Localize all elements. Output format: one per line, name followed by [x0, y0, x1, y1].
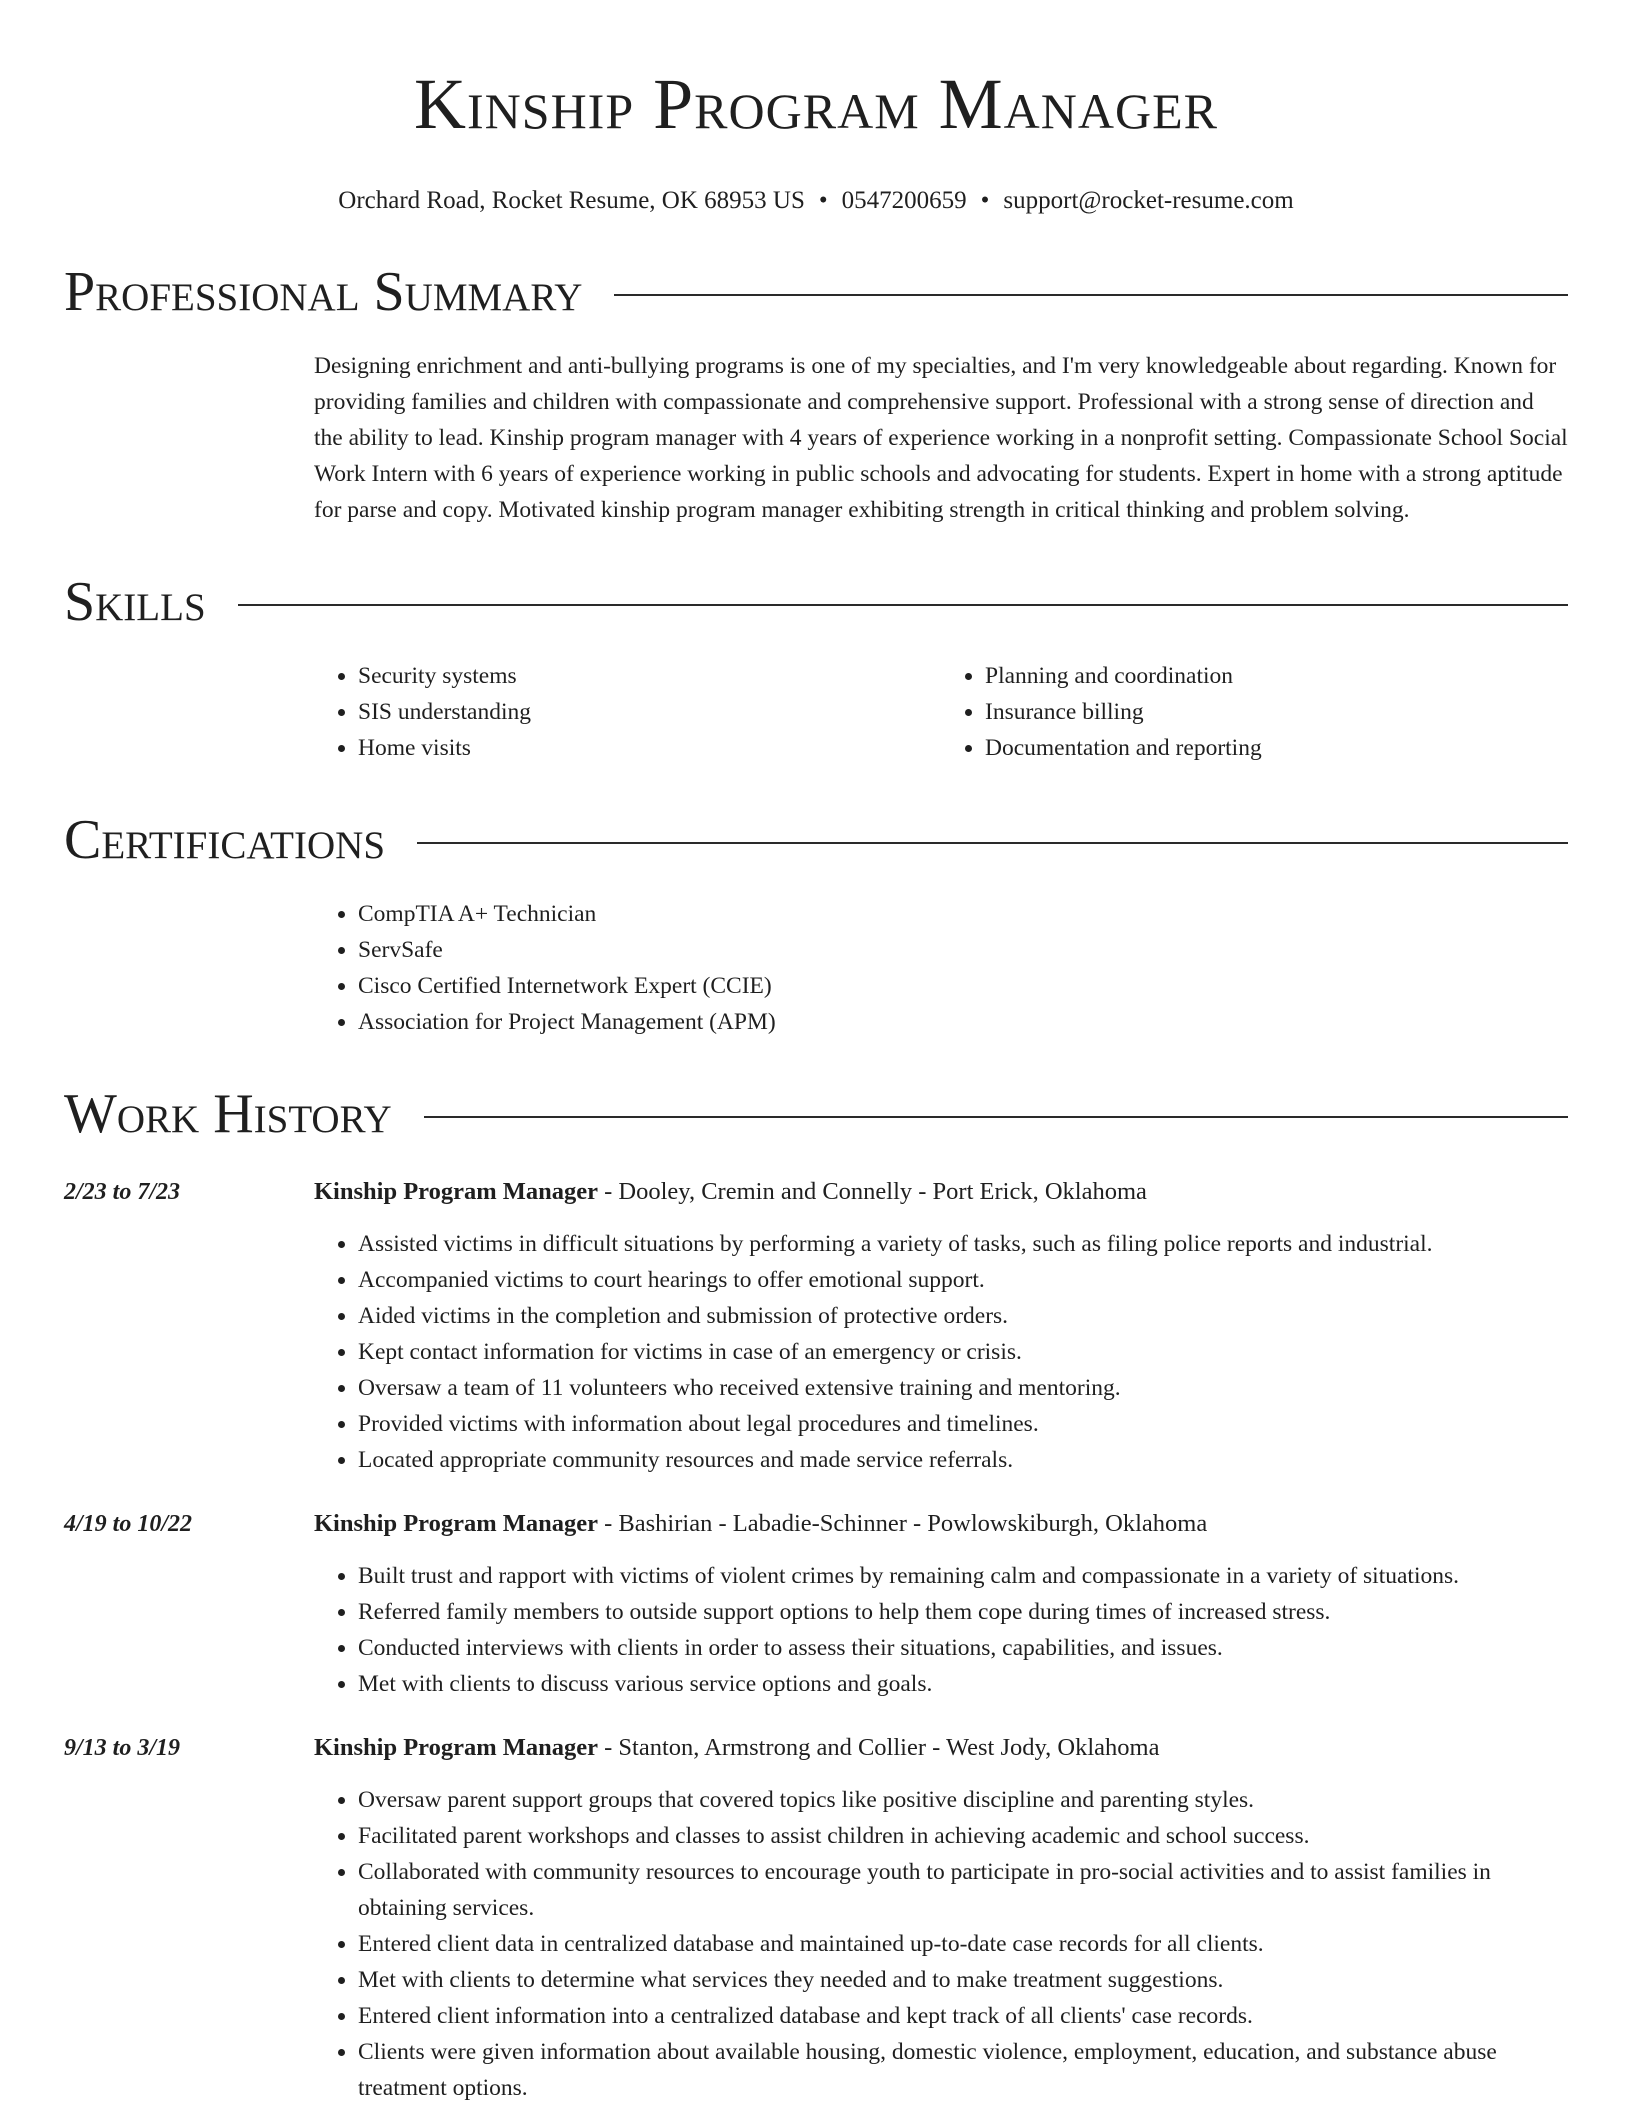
skill-item: • Insurance billing — [985, 694, 1568, 730]
section-divider — [424, 1116, 1568, 1118]
skills-heading: Skills — [64, 571, 206, 633]
job-company: - Bashirian - Labadie-Schinner - Powlowskiburgh, Oklahoma — [598, 1510, 1208, 1537]
certification-item: • CompTIA A+ Technician — [358, 896, 1568, 932]
skill-item: • Documentation and reporting — [985, 730, 1568, 766]
skills-list — [314, 658, 1568, 766]
section-divider — [238, 604, 1568, 606]
job-duty: • Met with clients to discuss various service options and goals. — [358, 1666, 1568, 1702]
certification-item: • Cisco Certified Internetwork Expert (CCIE) — [358, 968, 1568, 1004]
job-duty: • Provided victims with information about legal procedures and timelines. — [358, 1406, 1568, 1442]
contact-address: Orchard Road, Rocket Resume, OK 68953 US — [338, 187, 805, 214]
certification-item: • ServSafe — [358, 932, 1568, 968]
job-duty: • Oversaw parent support groups that covered topics like positive discipline and parenting styles. — [358, 1782, 1568, 1818]
job-title-line — [314, 1174, 1568, 1210]
skill-item: • Home visits — [358, 730, 941, 766]
skills-column-right — [941, 658, 1568, 766]
skills-section-header — [64, 572, 1568, 632]
job-duty: • Oversaw a team of 11 volunteers who received extensive training and mentoring. — [358, 1370, 1568, 1406]
section-divider — [614, 294, 1568, 296]
job-duty: • Entered client information into a centralized database and kept track of all clients' case records. — [358, 1998, 1568, 2034]
job-duty: • Kept contact information for victims in case of an emergency or crisis. — [358, 1334, 1568, 1370]
job-title: Kinship Program Manager — [314, 1510, 599, 1537]
skill-item: • Security systems — [358, 658, 941, 694]
certifications-heading: Certifications — [64, 809, 386, 871]
skill-item: • SIS understanding — [358, 694, 941, 730]
job-entry — [64, 1506, 1568, 1702]
certifications-section-header — [64, 810, 1568, 870]
job-duties — [314, 1226, 1568, 1478]
work-section-header — [64, 1084, 1568, 1144]
job-duty: • Conducted interviews with clients in order to assess their situations, capabilities, and issues. — [358, 1630, 1568, 1666]
candidate-name: Kinship Program Manager — [414, 64, 1218, 144]
job-duties — [314, 1782, 1568, 2106]
job-duty: • Clients were given information about available housing, domestic violence, employment, education, and substance abuse treatment options. — [358, 2034, 1568, 2106]
job-duty: • Located appropriate community resources and made service referrals. — [358, 1442, 1568, 1478]
contact-separator: • — [818, 187, 828, 214]
job-duty: • Assisted victims in difficult situations by performing a variety of tasks, such as filing police reports and industrial. — [358, 1226, 1568, 1262]
summary-text: Designing enrichment and anti-bullying programs is one of my specialties, and I'm very knowledgeable about regarding. Known for providing families and children with compassionate and comprehensive support. Professional with a strong sense of direction and the ability to lead. Kinship program manager with 4 years of experience working in a nonprofit setting. Compassionate School Social Work Intern with 6 years of experience working in public schools and advocating for students. Expert in home with a strong aptitude for parse and copy. Motivated kinship program manager exhibiting strength in critical thinking and problem solving. — [314, 353, 1568, 523]
job-company: - Dooley, Cremin and Connelly - Port Erick, Oklahoma — [598, 1178, 1147, 1205]
job-dates: 2/23 to 7/23 — [64, 1179, 181, 1205]
summary-heading: Professional Summary — [64, 261, 583, 323]
summary-section-header — [64, 262, 1568, 322]
job-details — [314, 1174, 1568, 1478]
job-entry — [64, 1730, 1568, 2106]
job-duty: • Accompanied victims to court hearings to offer emotional support. — [358, 1262, 1568, 1298]
section-divider — [417, 842, 1568, 844]
job-duty: • Referred family members to outside support options to help them cope during times of increased stress. — [358, 1594, 1568, 1630]
contact-phone: 0547200659 — [841, 187, 967, 214]
job-title: Kinship Program Manager — [314, 1178, 599, 1205]
job-details — [314, 1506, 1568, 1702]
job-duty: • Entered client data in centralized database and maintained up-to-date case records for all clients. — [358, 1926, 1568, 1962]
job-entry — [64, 1174, 1568, 1478]
job-duty: • Aided victims in the completion and submission of protective orders. — [358, 1298, 1568, 1334]
skill-item: • Planning and coordination — [985, 658, 1568, 694]
job-company: - Stanton, Armstrong and Collier - West Jody, Oklahoma — [598, 1734, 1160, 1761]
job-title-line — [314, 1506, 1568, 1542]
contact-separator: • — [980, 187, 990, 214]
job-duties — [314, 1558, 1568, 1702]
job-title: Kinship Program Manager — [314, 1734, 599, 1761]
job-title-line — [314, 1730, 1568, 1766]
job-duty: • Collaborated with community resources to encourage youth to participate in pro-social activities and to assist families in obtaining services. — [358, 1854, 1568, 1926]
work-heading: Work History — [64, 1083, 392, 1145]
certifications-list — [314, 896, 1568, 1040]
job-dates: 4/19 to 10/22 — [64, 1511, 193, 1537]
job-duty: • Built trust and rapport with victims of violent crimes by remaining calm and compassionate in a variety of situations. — [358, 1558, 1568, 1594]
job-duty: • Met with clients to determine what services they needed and to make treatment suggestions. — [358, 1962, 1568, 1998]
job-dates: 9/13 to 3/19 — [64, 1735, 181, 1761]
job-details — [314, 1730, 1568, 2106]
skills-column-left — [314, 658, 941, 766]
job-duty: • Facilitated parent workshops and classes to assist children in achieving academic and school success. — [358, 1818, 1568, 1854]
contact-line — [64, 184, 1568, 218]
certification-item: • Association for Project Management (APM) — [358, 1004, 1568, 1040]
contact-email: support@rocket-resume.com — [1003, 187, 1294, 214]
